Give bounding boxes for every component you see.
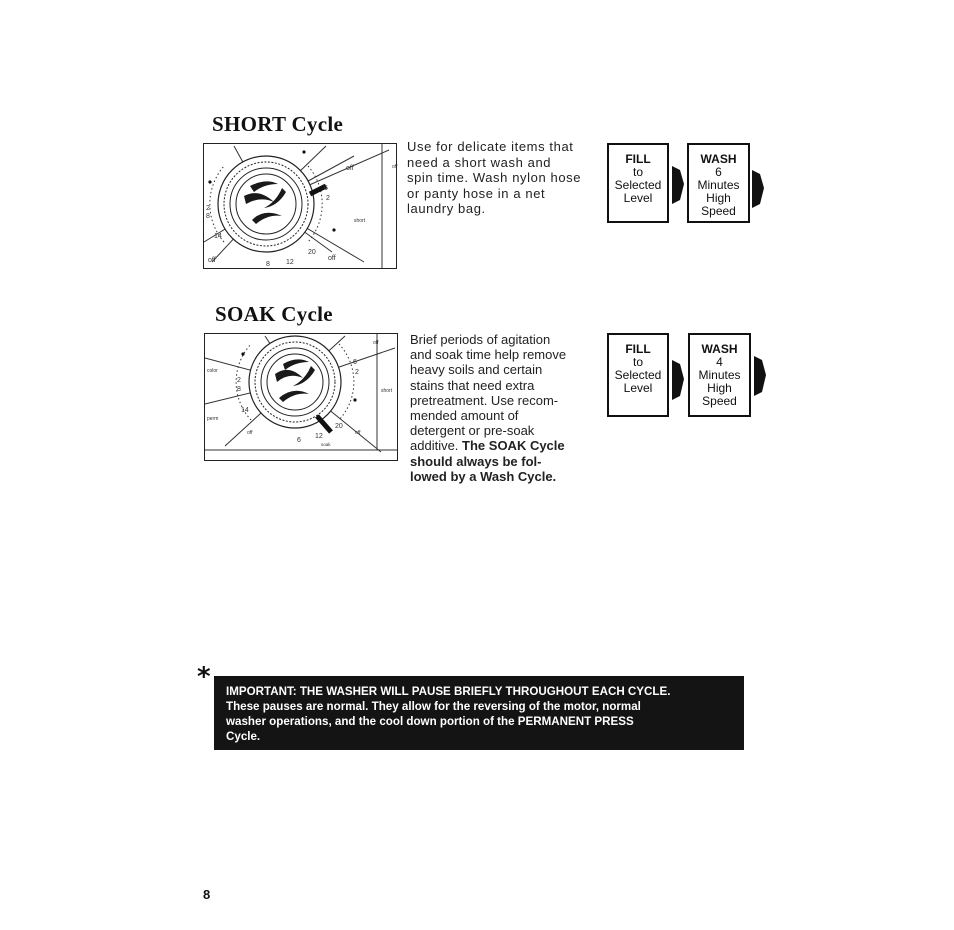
soak-cycle-note-inline: The SOAK Cycle bbox=[462, 438, 565, 454]
page-number: 8 bbox=[203, 887, 211, 902]
dial-label: 8 bbox=[206, 213, 210, 220]
dial-label: 6 bbox=[297, 437, 301, 444]
dial-label: off bbox=[392, 164, 398, 170]
dial-label: 14 bbox=[241, 407, 249, 414]
dial-label: off bbox=[247, 430, 253, 436]
dial-label: off bbox=[373, 340, 379, 346]
dial-label: 8 bbox=[237, 386, 241, 393]
short-step-arrow-1 bbox=[672, 166, 684, 204]
dial-label: off bbox=[346, 165, 354, 172]
dial-label: short bbox=[381, 388, 393, 394]
dial-label: 2 bbox=[355, 369, 359, 376]
short-step-arrow-2 bbox=[752, 170, 764, 208]
timer-dial-graphic bbox=[205, 334, 397, 460]
dial-label: 12 bbox=[315, 433, 323, 440]
soak-cycle-description: Brief periods of agitation and soak time help remove heavy soils and certain stains that need extra pretreatment. Use recom- mended amount of detergent or pre-soak additive. The SOAK Cycle should always be fol- lowed by a Wash Cycle. bbox=[410, 332, 567, 484]
dial-label: color bbox=[207, 368, 218, 374]
short-cycle-dial-illustration bbox=[203, 143, 397, 269]
soak-step-wash: WASH 4 Minutes High Speed bbox=[688, 333, 751, 417]
short-cycle-heading: SHORT Cycle bbox=[212, 112, 344, 136]
soak-cycle-heading: SOAK Cycle bbox=[215, 302, 333, 326]
important-notice: IMPORTANT: THE WASHER WILL PAUSE BRIEFLY THROUGHOUT EACH CYCLE. These pauses are normal. They allow for the reversing of the motor, normal washer operations, and the cool down portion of the PERMANENT PRESS Cycle. bbox=[214, 677, 744, 750]
asterisk-marker: * bbox=[197, 662, 211, 692]
dial-label: 2 bbox=[206, 205, 210, 212]
dial-label: 20 bbox=[335, 423, 343, 430]
dial-label: perm bbox=[207, 416, 219, 422]
dial-label: short bbox=[354, 218, 366, 224]
dial-label: off bbox=[328, 255, 336, 262]
soak-step-fill: FILL to Selected Level bbox=[607, 333, 669, 417]
dial-label: 20 bbox=[308, 249, 316, 256]
short-cycle-description: Use for delicate items that need a short wash and spin time. Wash nylon hose or panty hose in a net laundry bag. bbox=[407, 139, 582, 216]
dial-label: 14 bbox=[214, 233, 222, 240]
short-step-fill: FILL to Selected Level bbox=[607, 143, 669, 223]
dial-label: off bbox=[355, 430, 361, 436]
soak-step-arrow-2 bbox=[754, 356, 766, 396]
dial-label: 2 bbox=[326, 195, 330, 202]
soak-cycle-dial-illustration bbox=[204, 333, 398, 461]
short-step-wash: WASH 6 Minutes High Speed bbox=[687, 143, 750, 223]
dial-label: 6 bbox=[353, 359, 357, 366]
dial-label: 6 bbox=[324, 185, 328, 192]
dial-label: 2 bbox=[237, 377, 241, 384]
dial-label: 12 bbox=[286, 259, 294, 266]
dial-label: 8 bbox=[266, 261, 270, 268]
soak-step-arrow-1 bbox=[672, 360, 684, 400]
dial-label: soak bbox=[321, 442, 331, 447]
timer-dial-graphic bbox=[204, 144, 396, 268]
dial-label: off bbox=[208, 257, 216, 264]
